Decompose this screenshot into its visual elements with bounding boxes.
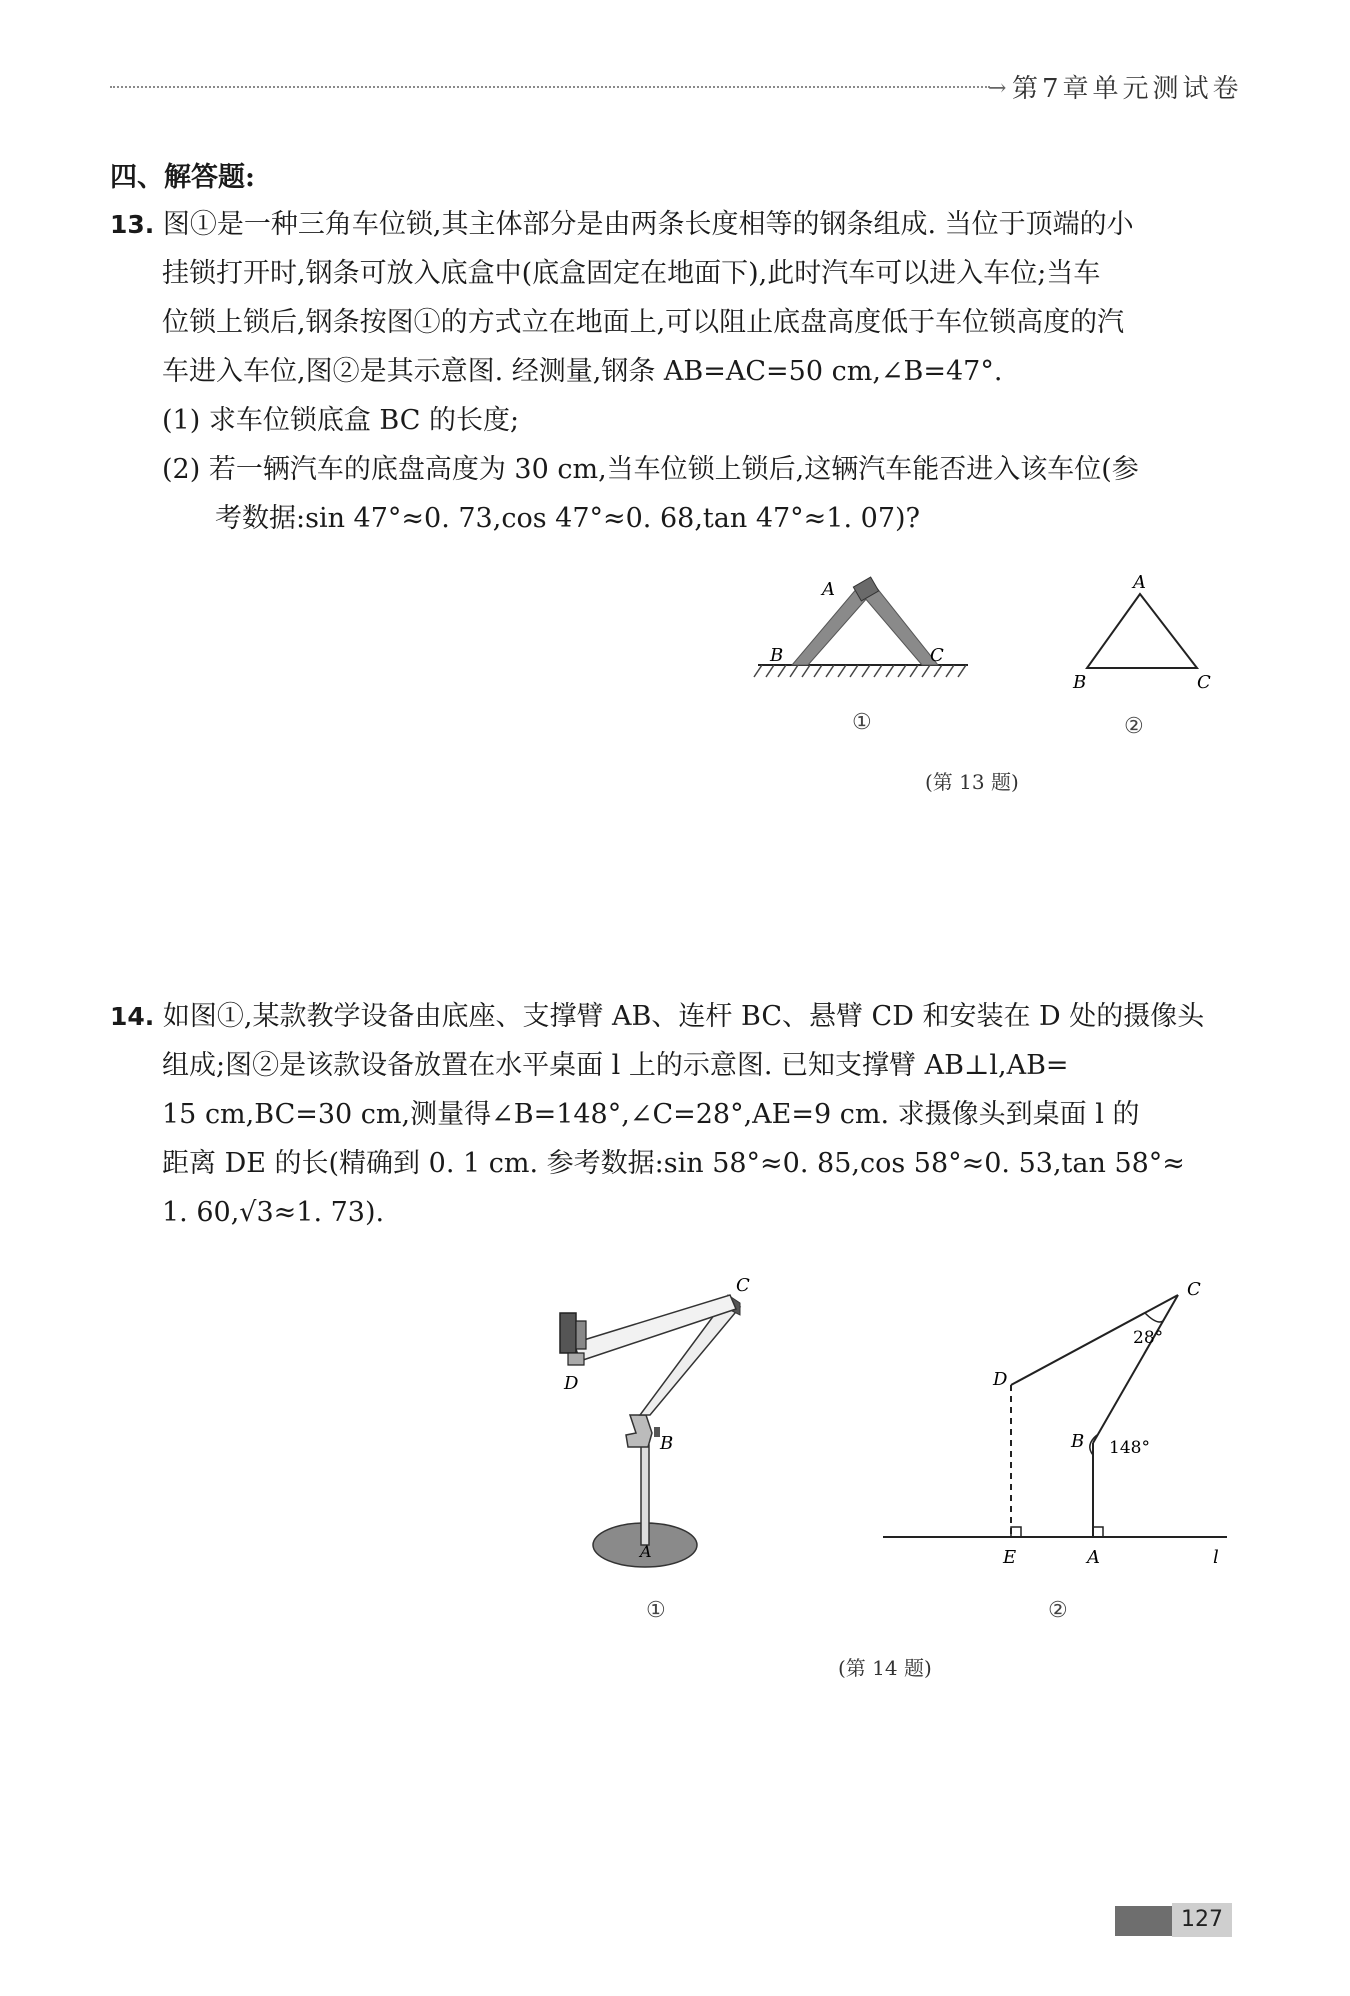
header-arrow-icon: → [988, 76, 1007, 101]
figure-13-2 [1065, 572, 1225, 696]
problem-13-line-1: 图①是一种三角车位锁,其主体部分是由两条长度相等的钢条组成. 当位于顶端的小 [162, 209, 1134, 240]
fig13-1-label-a: A [822, 579, 835, 600]
problem-13-line-3: 位锁上锁后,钢条按图①的方式立在地面上,可以阻止底盘高度低于车位锁高度的汽 [162, 307, 1125, 338]
problem-13-question-2-cont: 考数据:sin 47°≈0. 73,cos 47°≈0. 68,tan 47°≈1. 07)? [215, 503, 921, 534]
fig14-2-label-e: E [1003, 1547, 1017, 1568]
problem-13-line-4: 车进入车位,图②是其示意图. 经测量,钢条 AB=AC=50 cm,∠B=47°. [162, 356, 1003, 387]
problem-13-number: 13. [110, 210, 155, 239]
problem-13-question-2: (2) 若一辆汽车的底盘高度为 30 cm,当车位锁上锁后,这辆汽车能否进入该车位(参 [162, 454, 1139, 485]
problem-14-line-4: 距离 DE 的长(精确到 0. 1 cm. 参考数据:sin 58°≈0. 85,cos 58°≈0. 53,tan 58°≈ [162, 1148, 1185, 1179]
fig13-2-label-a: A [1133, 572, 1146, 593]
problem-13 [110, 200, 1230, 543]
fig14-2-label-a: A [1087, 1547, 1100, 1568]
problem-14-line-2: 组成;图②是该款设备放置在水平桌面 l 上的示意图. 已知支撑臂 AB⊥l,AB= [162, 1050, 1069, 1081]
fig13-1-label-c: C [930, 645, 944, 666]
fig14-1-label-b: B [660, 1433, 674, 1454]
fig13-2-label-b: B [1073, 672, 1087, 692]
problem-14 [110, 992, 1230, 1237]
page-number: 127 [1172, 1903, 1232, 1937]
section-title: 四、解答题: [110, 162, 255, 193]
figure-14-2 [875, 1275, 1235, 1579]
fig14-2-label-d: D [993, 1369, 1008, 1390]
problem-14-line-3: 15 cm,BC=30 cm,测量得∠B=148°,∠C=28°,AE=9 cm. 求摄像头到桌面 l 的 [162, 1099, 1140, 1130]
figure-14-1 [540, 1265, 770, 1589]
fig14-2-label-l: l [1213, 1547, 1219, 1568]
fig14-1-label-a: A [640, 1542, 652, 1561]
problem-14-line-1: 如图①,某款教学设备由底座、支撑臂 AB、连杆 BC、悬臂 CD 和安装在 D 处的摄像头 [162, 1001, 1205, 1032]
fig14-1-label-d: D [564, 1373, 579, 1394]
fig14-2-label-b: B [1071, 1431, 1085, 1452]
figure-13-1 [750, 575, 980, 689]
problem-14-number: 14. [110, 1002, 155, 1031]
problem-13-question-1: (1) 求车位锁底盒 BC 的长度; [162, 405, 520, 436]
fig14-2-mark: ② [1048, 1598, 1068, 1623]
fig14-1-mark: ① [646, 1598, 666, 1623]
fig14-1-label-c: C [736, 1275, 750, 1296]
problem-13-caption: (第 13 题) [925, 770, 1019, 794]
fig14-2-angle-b: 148° [1109, 1438, 1150, 1458]
problem-13-line-2: 挂锁打开时,钢条可放入底盒中(底盒固定在地面下),此时汽车可以进入车位;当车 [162, 258, 1101, 289]
fig14-2-angle-c: 28° [1133, 1328, 1164, 1348]
fig13-2-label-c: C [1197, 672, 1211, 692]
fig13-2-mark: ② [1124, 714, 1144, 739]
header-title: 第7章单元测试卷 [1012, 74, 1243, 104]
fig14-2-label-c: C [1187, 1279, 1201, 1300]
problem-14-caption: (第 14 题) [838, 1656, 932, 1680]
problem-14-line-5: 1. 60,√3≈1. 73). [162, 1197, 385, 1228]
fig13-1-mark: ① [852, 710, 872, 735]
header-dotted-rule [110, 86, 990, 88]
fig13-1-label-b: B [770, 645, 784, 666]
